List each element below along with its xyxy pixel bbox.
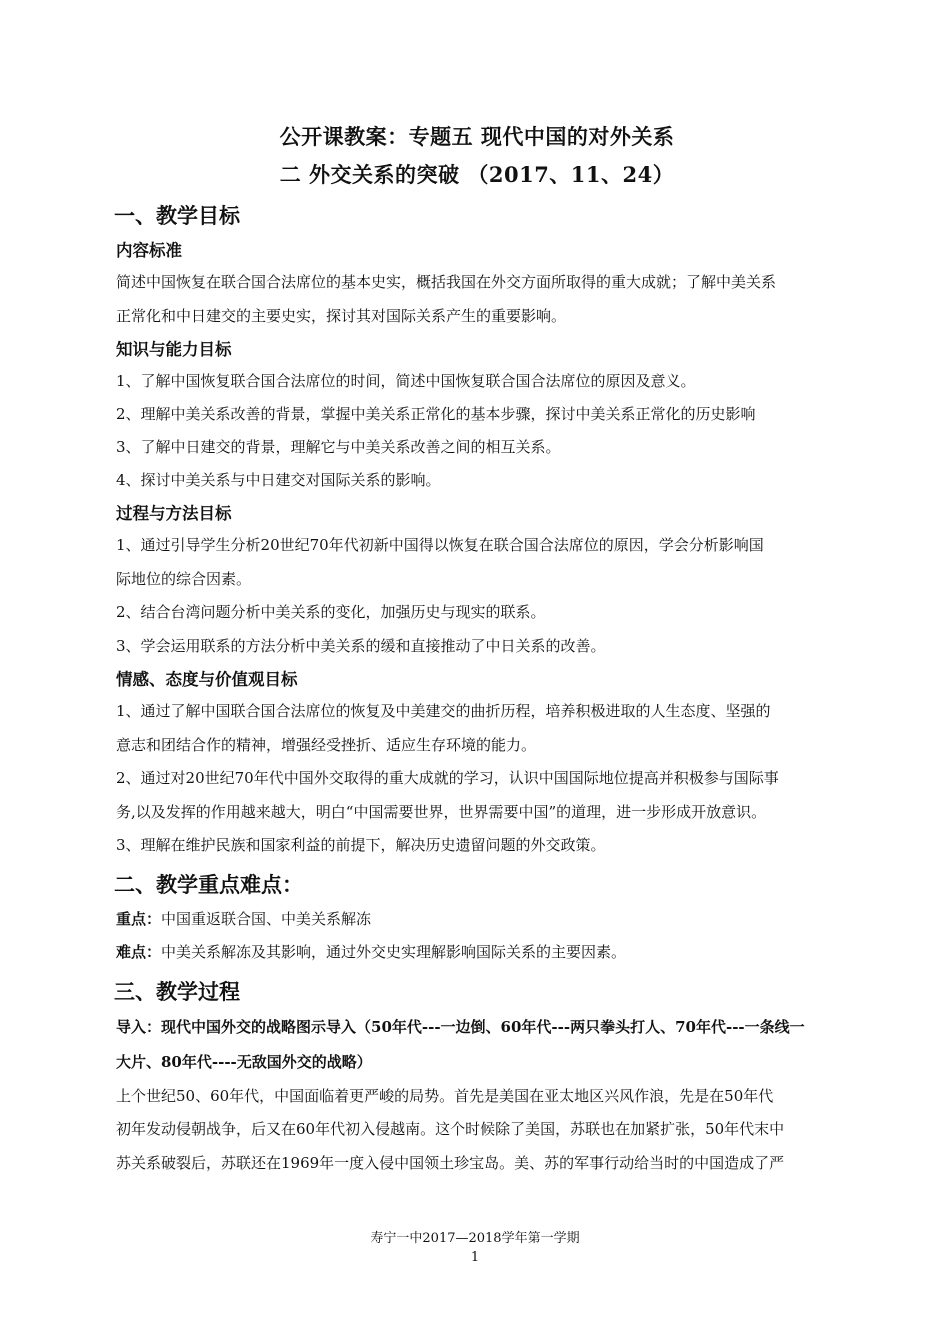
- knowledge-item: 3、了解中日建交的背景，理解它与中美关系改善之间的相互关系。: [116, 438, 561, 456]
- section-3-heading: 三、教学过程: [114, 978, 240, 1004]
- key-point-label: 重点：: [116, 909, 162, 928]
- process-heading: 过程与方法目标: [116, 504, 232, 523]
- page-content: [116, 118, 838, 1180]
- page-title: 公开课教案：专题五 现代中国的对外关系: [279, 124, 675, 149]
- key-point-text: 中国重返联合国、中美关系解冻: [161, 909, 372, 928]
- content-standard-line: 简述中国恢复在联合国合法席位的基本史实，概括我国在外交方面所取得的重大成就；了解中美关系: [116, 273, 777, 291]
- page-subtitle: 二 外交关系的突破 （2017、11、24）: [279, 162, 675, 187]
- knowledge-item: 1、了解中国恢复联合国合法席位的时间，简述中国恢复联合国合法席位的原因及意义。: [116, 372, 696, 390]
- difficult-point: [116, 936, 838, 970]
- knowledge-heading: 知识与能力目标: [116, 340, 232, 359]
- content-standard-heading: 内容标准: [116, 241, 182, 260]
- knowledge-item: 2、理解中美关系改善的背景，掌握中美关系正常化的基本步骤，探讨中美关系正常化的历史影响: [116, 405, 756, 423]
- body-line: 苏关系破裂后，苏联还在1969年一度入侵中国领土珍宝岛。美、苏的军事行动给当时的中国造成了严: [116, 1153, 785, 1172]
- footer-page-number: 1: [470, 1250, 480, 1265]
- difficult-point-label: 难点：: [116, 943, 162, 961]
- emotion-item: 务,以及发挥的作用越来越大，明白“中国需要世界，世界需要中国”的道理，进一步形成开放意识。: [116, 802, 767, 821]
- intro-line: 导入：现代中国外交的战略图示导入（50年代---一边倒、60年代---两只拳头打人、70年代---一条线一: [116, 1017, 805, 1036]
- emotion-heading: 情感、态度与价值观目标: [116, 670, 298, 689]
- intro-line: 大片、80年代----无敌国外交的战略）: [116, 1052, 372, 1071]
- knowledge-item: 4、探讨中美关系与中日建交对国际关系的影响。: [116, 471, 441, 489]
- section-2-heading: 二、教学重点难点：: [114, 871, 303, 897]
- process-item: 2、结合台湾问题分析中美关系的变化，加强历史与现实的联系。: [116, 603, 546, 621]
- emotion-item: 3、理解在维护民族和国家利益的前提下，解决历史遗留问题的外交政策。: [116, 836, 606, 854]
- emotion-item: 1、通过了解中国联合国合法席位的恢复及中美建交的曲折历程，培养积极进取的人生态度、坚强的: [116, 702, 771, 720]
- process-item: 3、学会运用联系的方法分析中美关系的缓和直接推动了中日关系的改善。: [116, 636, 606, 655]
- content-standard-line: 正常化和中日建交的主要史实，探讨其对国际关系产生的重要影响。: [116, 306, 567, 325]
- process-item: 际地位的综合因素。: [116, 569, 252, 588]
- footer-school: 寿宁一中2017—2018学年第一学期: [370, 1231, 580, 1246]
- emotion-item: 意志和团结合作的精神，增强经受挫折、适应生存环境的能力。: [116, 735, 537, 754]
- body-line: 初年发动侵朝战争，后又在60年代初入侵越南。这个时候除了美国，苏联也在加紧扩张，50年代末中: [116, 1120, 785, 1138]
- emotion-item: 2、通过对20世纪70年代中国外交取得的重大成就的学习，认识中国国际地位提高并积极参与国际事: [116, 769, 779, 787]
- body-line: 上个世纪50、60年代，中国面临着更严峻的局势。首先是美国在亚太地区兴风作浪，先是在50年代: [116, 1086, 774, 1105]
- difficult-point-text: 中美关系解冻及其影响，通过外交史实理解影响国际关系的主要因素。: [161, 943, 627, 961]
- section-1-heading: 一、教学目标: [114, 203, 240, 228]
- key-point: [116, 903, 838, 937]
- process-item: 1、通过引导学生分析20世纪70年代初新中国得以恢复在联合国合法席位的原因，学会分析影响国: [116, 536, 764, 554]
